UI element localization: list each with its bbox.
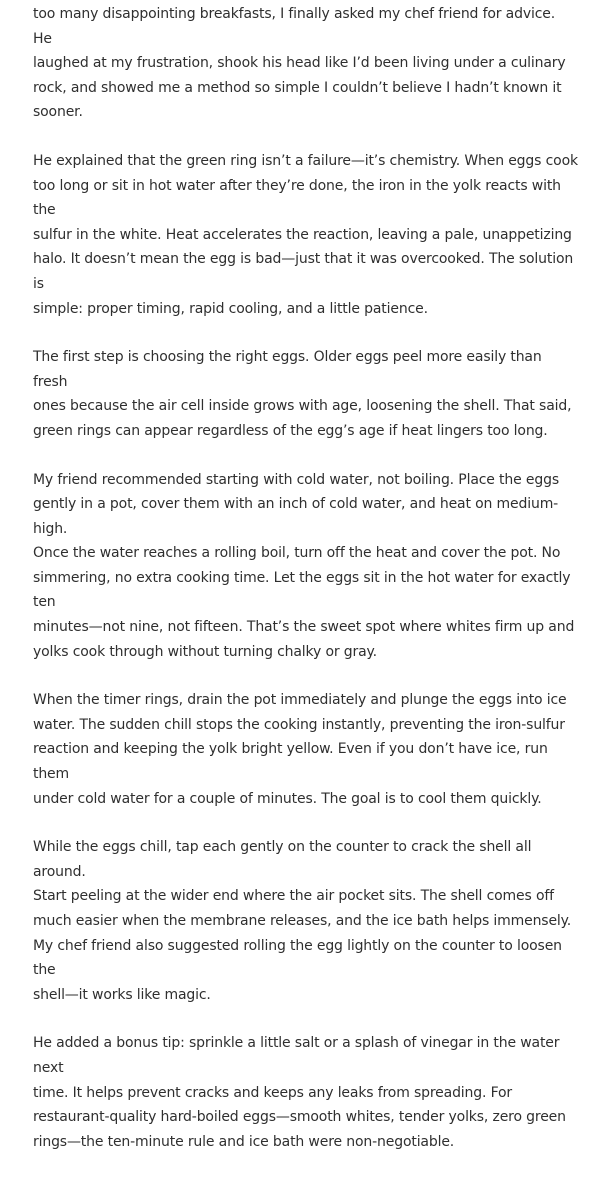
paragraph-peeling: While the eggs chill, tap each gently on the counter to crack the shell all around. Start peeling at the wider end where the air pocket sits. The shell comes off much easier when the membrane releases, and the ice bath helps immensely. My chef friend also suggested rolling the egg lightly on the counter to loosen the shell—it works like magic.	[33, 839, 572, 1003]
article-body	[33, 2, 578, 1178]
paragraph-cooking-method: My friend recommended starting with cold water, not boiling. Place the eggs gently in a pot, cover them with an inch of cold water, and heat on medium-high. Once the water reaches a rolling boil, turn off the heat and cover the pot. No simmering, no extra cooking time. Let the eggs sit in the hot water for exactly ten minutes—not nine, not fifteen. That’s the sweet spot where whites firm up and yolks cook through without turning chalky or gray.	[33, 471, 575, 660]
paragraph-chef-advice: too many disappointing breakfasts, I finally asked my chef friend for advice. He laughed at my frustration, shook his head like I’d been living under a culinary rock, and showed me a method so simple I couldn’t believe I hadn’t known it sooner.	[33, 6, 566, 121]
paragraph-green-ring-chemistry: He explained that the green ring isn’t a failure—it’s chemistry. When eggs cook too long or sit in hot water after they’re done, the iron in the yolk reacts with the sulfur in the white. Heat accelerates the reaction, leaving a pale, unappetizing halo. It doesn’t mean the egg is bad—just that it was overcooked. The solution is simple: proper timing, rapid cooling, and a little patience.	[33, 152, 578, 317]
paragraph-ice-bath: When the timer rings, drain the pot immediately and plunge the eggs into ice water. The sudden chill stops the cooking instantly, preventing the iron-sulfur reaction and keeping the yolk bright yellow. Even if you don’t have ice, run them under cold water for a couple of minutes. The goal is to cool them quickly.	[33, 692, 567, 807]
paragraph-choosing-eggs: The first step is choosing the right eggs. Older eggs peel more easily than fresh ones because the air cell inside grows with age, loosening the shell. That said, green rings can appear regardless of the egg’s age if heat lingers too long.	[33, 349, 572, 439]
paragraph-bonus-tip: He added a bonus tip: sprinkle a little salt or a splash of vinegar in the water next time. It helps prevent cracks and keeps any leaks from spreading. For restaurant-quality hard-boiled eggs—smooth whites, tender yolks, zero green rings—the ten-minute rule and ice bath were non-negotiable.	[33, 1035, 566, 1150]
